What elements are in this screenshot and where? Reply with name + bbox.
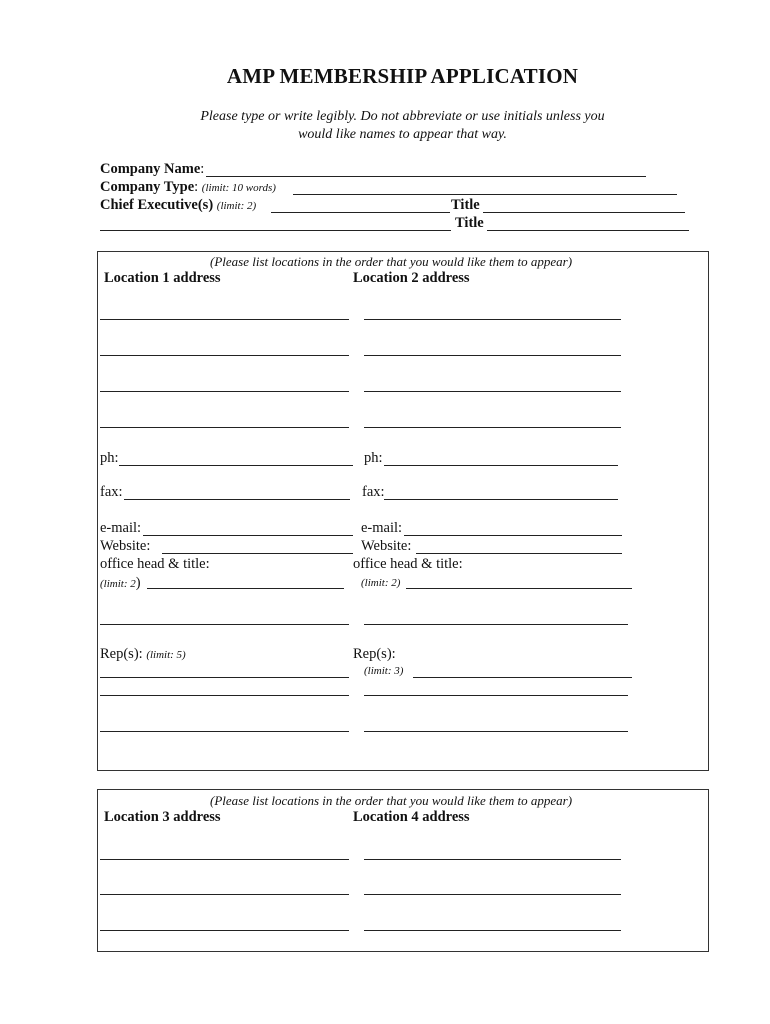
instructions-line-2: would like names to appear that way. bbox=[298, 127, 507, 142]
location-2-office-head-field[interactable] bbox=[406, 588, 632, 589]
instructions-line-1: Please type or write legibly. Do not abbreviate or use initials unless you bbox=[200, 109, 605, 124]
location-2-reps-field[interactable] bbox=[364, 731, 628, 732]
location-4-address-line[interactable] bbox=[364, 859, 621, 860]
location-1-email-label: e-mail: bbox=[100, 520, 142, 536]
location-1-office-head-label: office head & title: bbox=[100, 556, 210, 572]
location-2-office-head-field-2[interactable] bbox=[364, 624, 628, 625]
location-2-address-line[interactable] bbox=[364, 427, 621, 428]
location-1-office-head-field-2[interactable] bbox=[100, 624, 349, 625]
form-title: AMP MEMBERSHIP APPLICATION bbox=[226, 64, 579, 88]
chief-title-2-field[interactable] bbox=[487, 230, 689, 231]
company-type-field[interactable] bbox=[293, 194, 677, 195]
chief-executives-label: Chief Executive(s) (limit: 2) bbox=[100, 197, 257, 213]
location-1-reps-label: Rep(s): (limit: 5) bbox=[100, 646, 186, 662]
location-2-address-line[interactable] bbox=[364, 319, 621, 320]
location-1-phone-label: ph: bbox=[100, 450, 119, 466]
company-type-label: Company Type: (limit: 10 words) bbox=[100, 179, 276, 195]
location-3-address-line[interactable] bbox=[100, 930, 349, 931]
location-2-address-line[interactable] bbox=[364, 355, 621, 356]
locations-order-note-2: (Please list locations in the order that you would like them to appear) bbox=[210, 793, 573, 808]
location-2-reps-field[interactable] bbox=[413, 677, 632, 678]
location-1-reps-field[interactable] bbox=[100, 677, 349, 678]
location-1-address-line[interactable] bbox=[100, 319, 349, 320]
location-2-email-label: e-mail: bbox=[361, 520, 403, 536]
location-2-reps-field[interactable] bbox=[364, 695, 628, 696]
chief-title-1-field[interactable] bbox=[483, 212, 685, 213]
location-2-heading: Location 2 address bbox=[353, 270, 470, 286]
location-2-address-line[interactable] bbox=[364, 391, 621, 392]
location-2-website-label: Website: bbox=[361, 538, 412, 554]
location-1-heading: Location 1 address bbox=[104, 270, 221, 286]
location-3-heading: Location 3 address bbox=[104, 809, 221, 825]
location-1-office-head-field[interactable] bbox=[147, 588, 344, 589]
location-1-office-head-limit: (limit: 2) bbox=[100, 575, 141, 591]
chief-executive-2-field[interactable] bbox=[100, 230, 451, 231]
location-1-fax-label: fax: bbox=[100, 484, 123, 500]
chief-title-2-label: Title bbox=[455, 215, 484, 231]
location-1-reps-field[interactable] bbox=[100, 731, 349, 732]
company-name-field[interactable] bbox=[206, 176, 646, 177]
chief-executive-1-field[interactable] bbox=[271, 212, 450, 213]
location-1-reps-field[interactable] bbox=[100, 695, 349, 696]
location-1-phone-field[interactable] bbox=[119, 465, 353, 466]
location-1-reps-limit: (limit: 5) bbox=[146, 649, 186, 661]
location-1-address-line[interactable] bbox=[100, 355, 349, 356]
location-3-address-line[interactable] bbox=[100, 859, 349, 860]
locations-1-2-section bbox=[97, 251, 709, 771]
company-type-limit: (limit: 10 words) bbox=[201, 182, 276, 194]
locations-order-note: (Please list locations in the order that you would like them to appear) bbox=[210, 254, 573, 269]
location-2-fax-field[interactable] bbox=[384, 499, 618, 500]
location-2-office-head-label: office head & title: bbox=[353, 556, 463, 572]
location-2-reps-limit: (limit: 3) bbox=[364, 665, 404, 677]
location-1-email-field[interactable] bbox=[143, 535, 353, 536]
location-4-address-line[interactable] bbox=[364, 930, 621, 931]
location-1-website-label: Website: bbox=[100, 538, 151, 554]
location-2-office-head-limit: (limit: 2) bbox=[361, 577, 401, 589]
location-4-address-line[interactable] bbox=[364, 894, 621, 895]
location-2-phone-label: ph: bbox=[364, 450, 383, 466]
location-1-address-line[interactable] bbox=[100, 391, 349, 392]
location-2-website-field[interactable] bbox=[416, 553, 622, 554]
location-3-address-line[interactable] bbox=[100, 894, 349, 895]
location-2-reps-label: Rep(s): bbox=[353, 646, 396, 662]
location-2-email-field[interactable] bbox=[404, 535, 622, 536]
location-2-fax-label: fax: bbox=[362, 484, 385, 500]
location-4-heading: Location 4 address bbox=[353, 809, 470, 825]
company-name-label: Company Name: bbox=[100, 161, 205, 177]
location-1-fax-field[interactable] bbox=[124, 499, 350, 500]
location-1-website-field[interactable] bbox=[162, 553, 353, 554]
location-1-address-line[interactable] bbox=[100, 427, 349, 428]
chief-executives-limit: (limit: 2) bbox=[216, 200, 257, 212]
location-2-phone-field[interactable] bbox=[384, 465, 618, 466]
chief-title-1-label: Title bbox=[451, 197, 480, 213]
